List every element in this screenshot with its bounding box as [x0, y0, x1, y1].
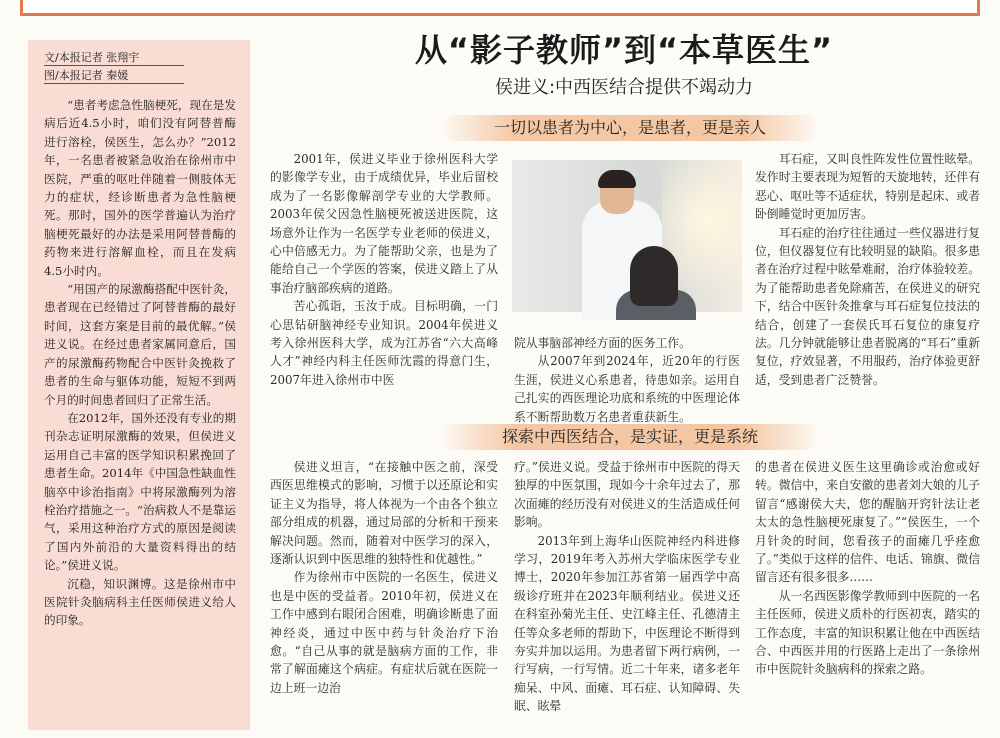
article-column-6 [755, 458, 980, 733]
photo-patient-head [630, 246, 678, 306]
article-paragraph: 从一名西医影像学教师到中医院的一名主任医师，侯进义质朴的行医初衷，踏实的工作态度，丰富的知识积累让他在中西医结合、中西医并用的行医路上走出了一条徐州市中医院针灸脑病科的探索之路。 [755, 588, 980, 677]
article-paragraph: 2001年，侯进义毕业于徐州医科大学的影像学专业，由于成绩优异，毕业后留校成为了一名影像解剖学专业的大学教师。2003年侯父因急性脑梗死被送进医院，这场意外让作为一名医学专业老师的侯进义，心中倍感无力。为了能帮助父亲，也是为了能给自己一个学医的答案，侯进义踏上了从事治疗脑部疾病的道路。 [270, 152, 498, 295]
article-column-2 [514, 334, 740, 424]
sidebar-paragraph: “用国产的尿激酶搭配中医针灸，患者现在已经错过了阿替普酶的最好时间，这套方案是目前的最优解。”侯进义说。在经过患者家属同意后，国产的尿激酶药物配合中医针灸挽救了患者的生命与躯体功能，短短不到两个月的时间患者回归了正常生活。 [44, 282, 236, 407]
byline [44, 50, 236, 84]
article-column-3 [755, 150, 980, 412]
article-headline: 从“影子教师”到“本草医生” [414, 31, 834, 69]
article-paragraph: 侯进义坦言，“在接触中医之前，深受西医思维模式的影响，习惯于以还原论和实证主义为指导，将人体视为一个由各个独立部分组成的机器，通过局部的分析和干预来解决问题。然而，随着对中医学习的深入，逐渐认识到中医思维的独特性和优越性。” [270, 460, 498, 567]
article-paragraph: 耳石症的治疗往往通过一些仪器进行复位，但仪器复位有比较明显的缺陷。很多患者在治疗过程中眩晕难耐，治疗体验较差。为了能帮助患者免除痛苦，在侯进义的研究下，结合中医针灸推拿与耳石症复位技法的结合，创建了一套侯氏耳石复位的康复疗法。几分钟就能够让患者脱离的“耳石”重新复位，疗效显著，不用服药，治疗体验更舒适，受到患者广泛赞誉。 [755, 225, 980, 387]
sidebar-paragraph: 沉稳，知识渊博。这是徐州市中医院针灸脑病科主任医师侯进义给人的印象。 [44, 576, 236, 628]
section-title-2: 探索中西医结合，是实证，更是系统 [440, 424, 820, 450]
sidebar-box [28, 40, 250, 730]
photo-caption: 院从事脑部神经方面的医务工作。 [514, 336, 691, 350]
byline-photographer: 图/本报记者 秦媛 [44, 68, 184, 84]
article-column-4 [270, 458, 498, 733]
article-paragraph: 耳石症，又叫良性阵发性位置性眩晕。发作时主要表现为短暂的天旋地转，还伴有恶心、呕吐等不适症状，特别是起床、或者卧倒睡觉时更加厉害。 [755, 152, 980, 222]
byline-writer: 文/本报记者 张翔宇 [44, 50, 184, 66]
article-paragraph: 2013年到上海华山医院神经内科进修学习，2019年考入苏州大学临床医学专业博士，2020年参加江苏省第一届西学中高级诊疗班并在2023年顺利结业。侯进义还在科室孙菊光主任、史江峰主任、孔德清主任等众多老师的帮助下，中医理论不断得到夯实并加以运用。为患者留下两行病例，一行写病，一行写情。近二十年来，诸多老年痴呆、中风、面瘫、耳石症、认知障碍、失眠、眩晕 [514, 533, 740, 714]
article-column-5 [514, 458, 740, 733]
sidebar-paragraph: “患者考虑急性脑梗死，现在是发病后近4.5小时，咱们没有阿替普酶进行溶栓，侯医生，怎么办？”2012年，一名患者被紧急收治在徐州市中医院，严重的呕吐伴随着一侧肢体无力的症状，经诊断患者为急性脑梗死。那时，国外的医学普遍认为治疗脑梗死最好的办法是采用阿替普酶的药物来进行溶解血栓，而且在发病4.5小时内。 [44, 98, 236, 278]
article-subheadline: 侯进义:中西医结合提供不竭动力 [494, 77, 754, 98]
section-title-1: 一切以患者为中心，是患者，更是亲人 [440, 115, 820, 141]
top-frame-border [20, 0, 980, 16]
article-paragraph: 作为徐州市中医院的一名医生，侯进义也是中医的受益者。2010年初，侯进义在工作中感到右眼闭合困难，明确诊断患了面神经炎，通过中医中药与针灸治疗下治愈。“自己从事的就是脑病方面的工作，非常了解面瘫这个病症。有症状后就在医院一边上班一边治 [270, 570, 498, 695]
article-paragraph: 疗。”侯进义说。受益于徐州市中医院的得天独厚的中医氛围，现如今十余年过去了，那次面瘫的经历没有对侯进义的生活造成任何影响。 [514, 460, 740, 530]
article-paragraph: 的患者在侯进义医生这里确诊或治愈或好转。微信中，来自安徽的患者刘大娘的儿子留言“感谢侯大夫，您的醒脑开窍针法让老太太的急性脑梗死康复了。”“侯医生，一个月针灸的时间，您看孩子的面瘫几乎痊愈了。”类似于这样的信件、电话、锦旗、微信留言还有很多很多…… [755, 460, 980, 585]
article-photo [512, 160, 742, 312]
photo-doctor-hair [598, 170, 636, 188]
article-column-1 [270, 150, 498, 412]
article-paragraph: 从2007年到2024年，近20年的行医生涯，侯进义心系患者，待患如亲。运用自己扎实的西医理论功底和系统的中医理论体系不断帮助数万名患者重获新生。 [514, 354, 740, 424]
article-paragraph: 苦心孤诣，玉汝于成。目标明确，一门心思钻研脑神经专业知识。2004年侯进义考入徐州医科大学，成为江苏省“六大高峰人才”神经内科主任医师沈霞的得意门生，2007年进入徐州市中医 [270, 299, 498, 387]
sidebar-paragraph: 在2012年，国外还没有专业的期刊杂志证明尿激酶的效果，但侯进义运用自己丰富的医学知识积累挽回了患者生命。2014年《中国急性缺血性脑卒中诊治指南》中将尿激酶列为溶栓治疗措施之一。“治病救人不是靠运气，采用这种治疗方式的原因是阅读了国内外前沿的大量资料得出的结论。”侯进义说。 [44, 410, 236, 573]
